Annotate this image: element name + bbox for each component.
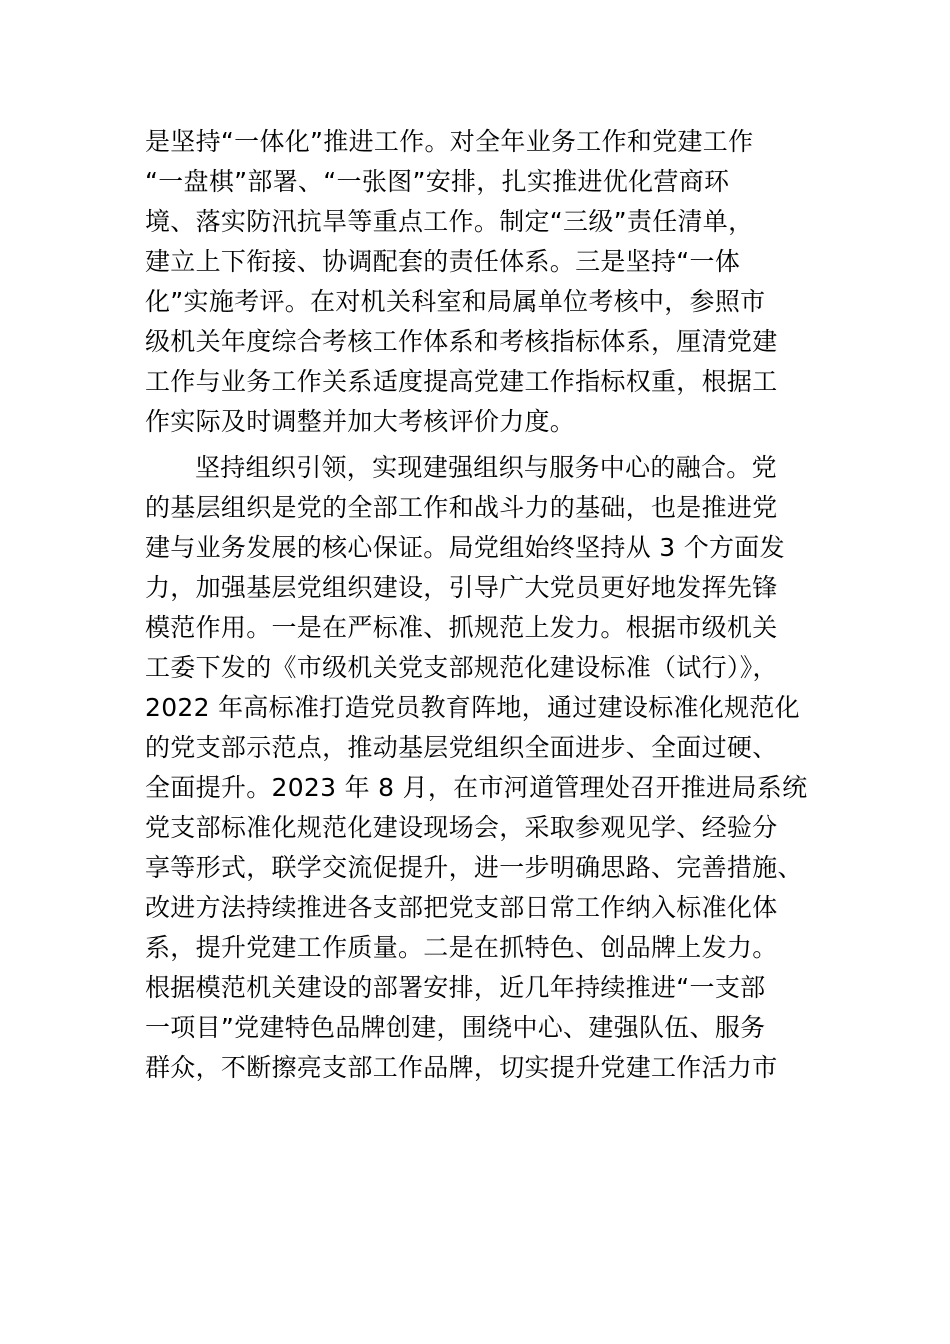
paragraph-organization — [145, 448, 810, 1088]
text-line: 根据模范机关建设的部署安排，近几年持续推进“一支部 — [145, 973, 766, 1002]
text-line: 化”实施考评。在对机关科室和局属单位考核中，参照市 — [145, 287, 766, 316]
text-line: 作实际及时调整并加大考核评价力度。 — [145, 407, 576, 436]
text-line: 级机关年度综合考核工作体系和考核指标体系，厘清党建 — [145, 327, 778, 356]
text-line: 坚持组织引领，实现建强组织与服务中心的融合。党 — [195, 453, 777, 482]
paragraph-integration — [145, 122, 810, 442]
text-line: 改进方法持续推进各支部把党支部日常工作纳入标准化体 — [145, 893, 778, 922]
text-line: “一盘棋”部署、“一张图”安排，扎实推进优化营商环 — [145, 167, 730, 196]
text-line: 是坚持“一体化”推进工作。对全年业务工作和党建工作 — [145, 127, 754, 156]
text-line: 群众，不断擦亮支部工作品牌，切实提升党建工作活力市 — [145, 1053, 778, 1082]
text-line: 境、落实防汛抗旱等重点工作。制定“三级”责任清单， — [145, 207, 754, 236]
text-line: 系，提升党建工作质量。二是在抓特色、创品牌上发力。 — [145, 933, 778, 962]
text-line: 工作与业务工作关系适度提高党建工作指标权重，根据工 — [145, 367, 778, 396]
text-line: 党支部标准化规范化建设现场会，采取参观见学、经验分 — [145, 813, 778, 842]
text-line: 的基层组织是党的全部工作和战斗力的基础，也是推进党 — [145, 493, 778, 522]
text-line: 建与业务发展的核心保证。局党组始终坚持从 3 个方面发 — [145, 533, 785, 562]
text-line: 力，加强基层党组织建设，引导广大党员更好地发挥先锋 — [145, 573, 778, 602]
text-line: 的党支部示范点，推动基层党组织全面进步、全面过硬、 — [145, 733, 778, 762]
text-line: 工委下发的《市级机关党支部规范化建设标准（试行）》， — [145, 653, 778, 682]
text-line: 模范作用。一是在严标准、抓规范上发力。根据市级机关 — [145, 613, 778, 642]
text-line: 全面提升。2023 年 8 月，在市河道管理处召开推进局系统 — [145, 773, 808, 802]
document-body — [145, 122, 810, 1088]
text-line: 2022 年高标准打造党员教育阵地，通过建设标准化规范化 — [145, 693, 800, 722]
text-line: 一项目”党建特色品牌创建，围绕中心、建强队伍、服务 — [145, 1013, 766, 1042]
text-line: 享等形式，联学交流促提升，进一步明确思路、完善措施、 — [145, 853, 803, 882]
text-line: 建立上下衔接、协调配套的责任体系。三是坚持“一体 — [145, 247, 741, 276]
